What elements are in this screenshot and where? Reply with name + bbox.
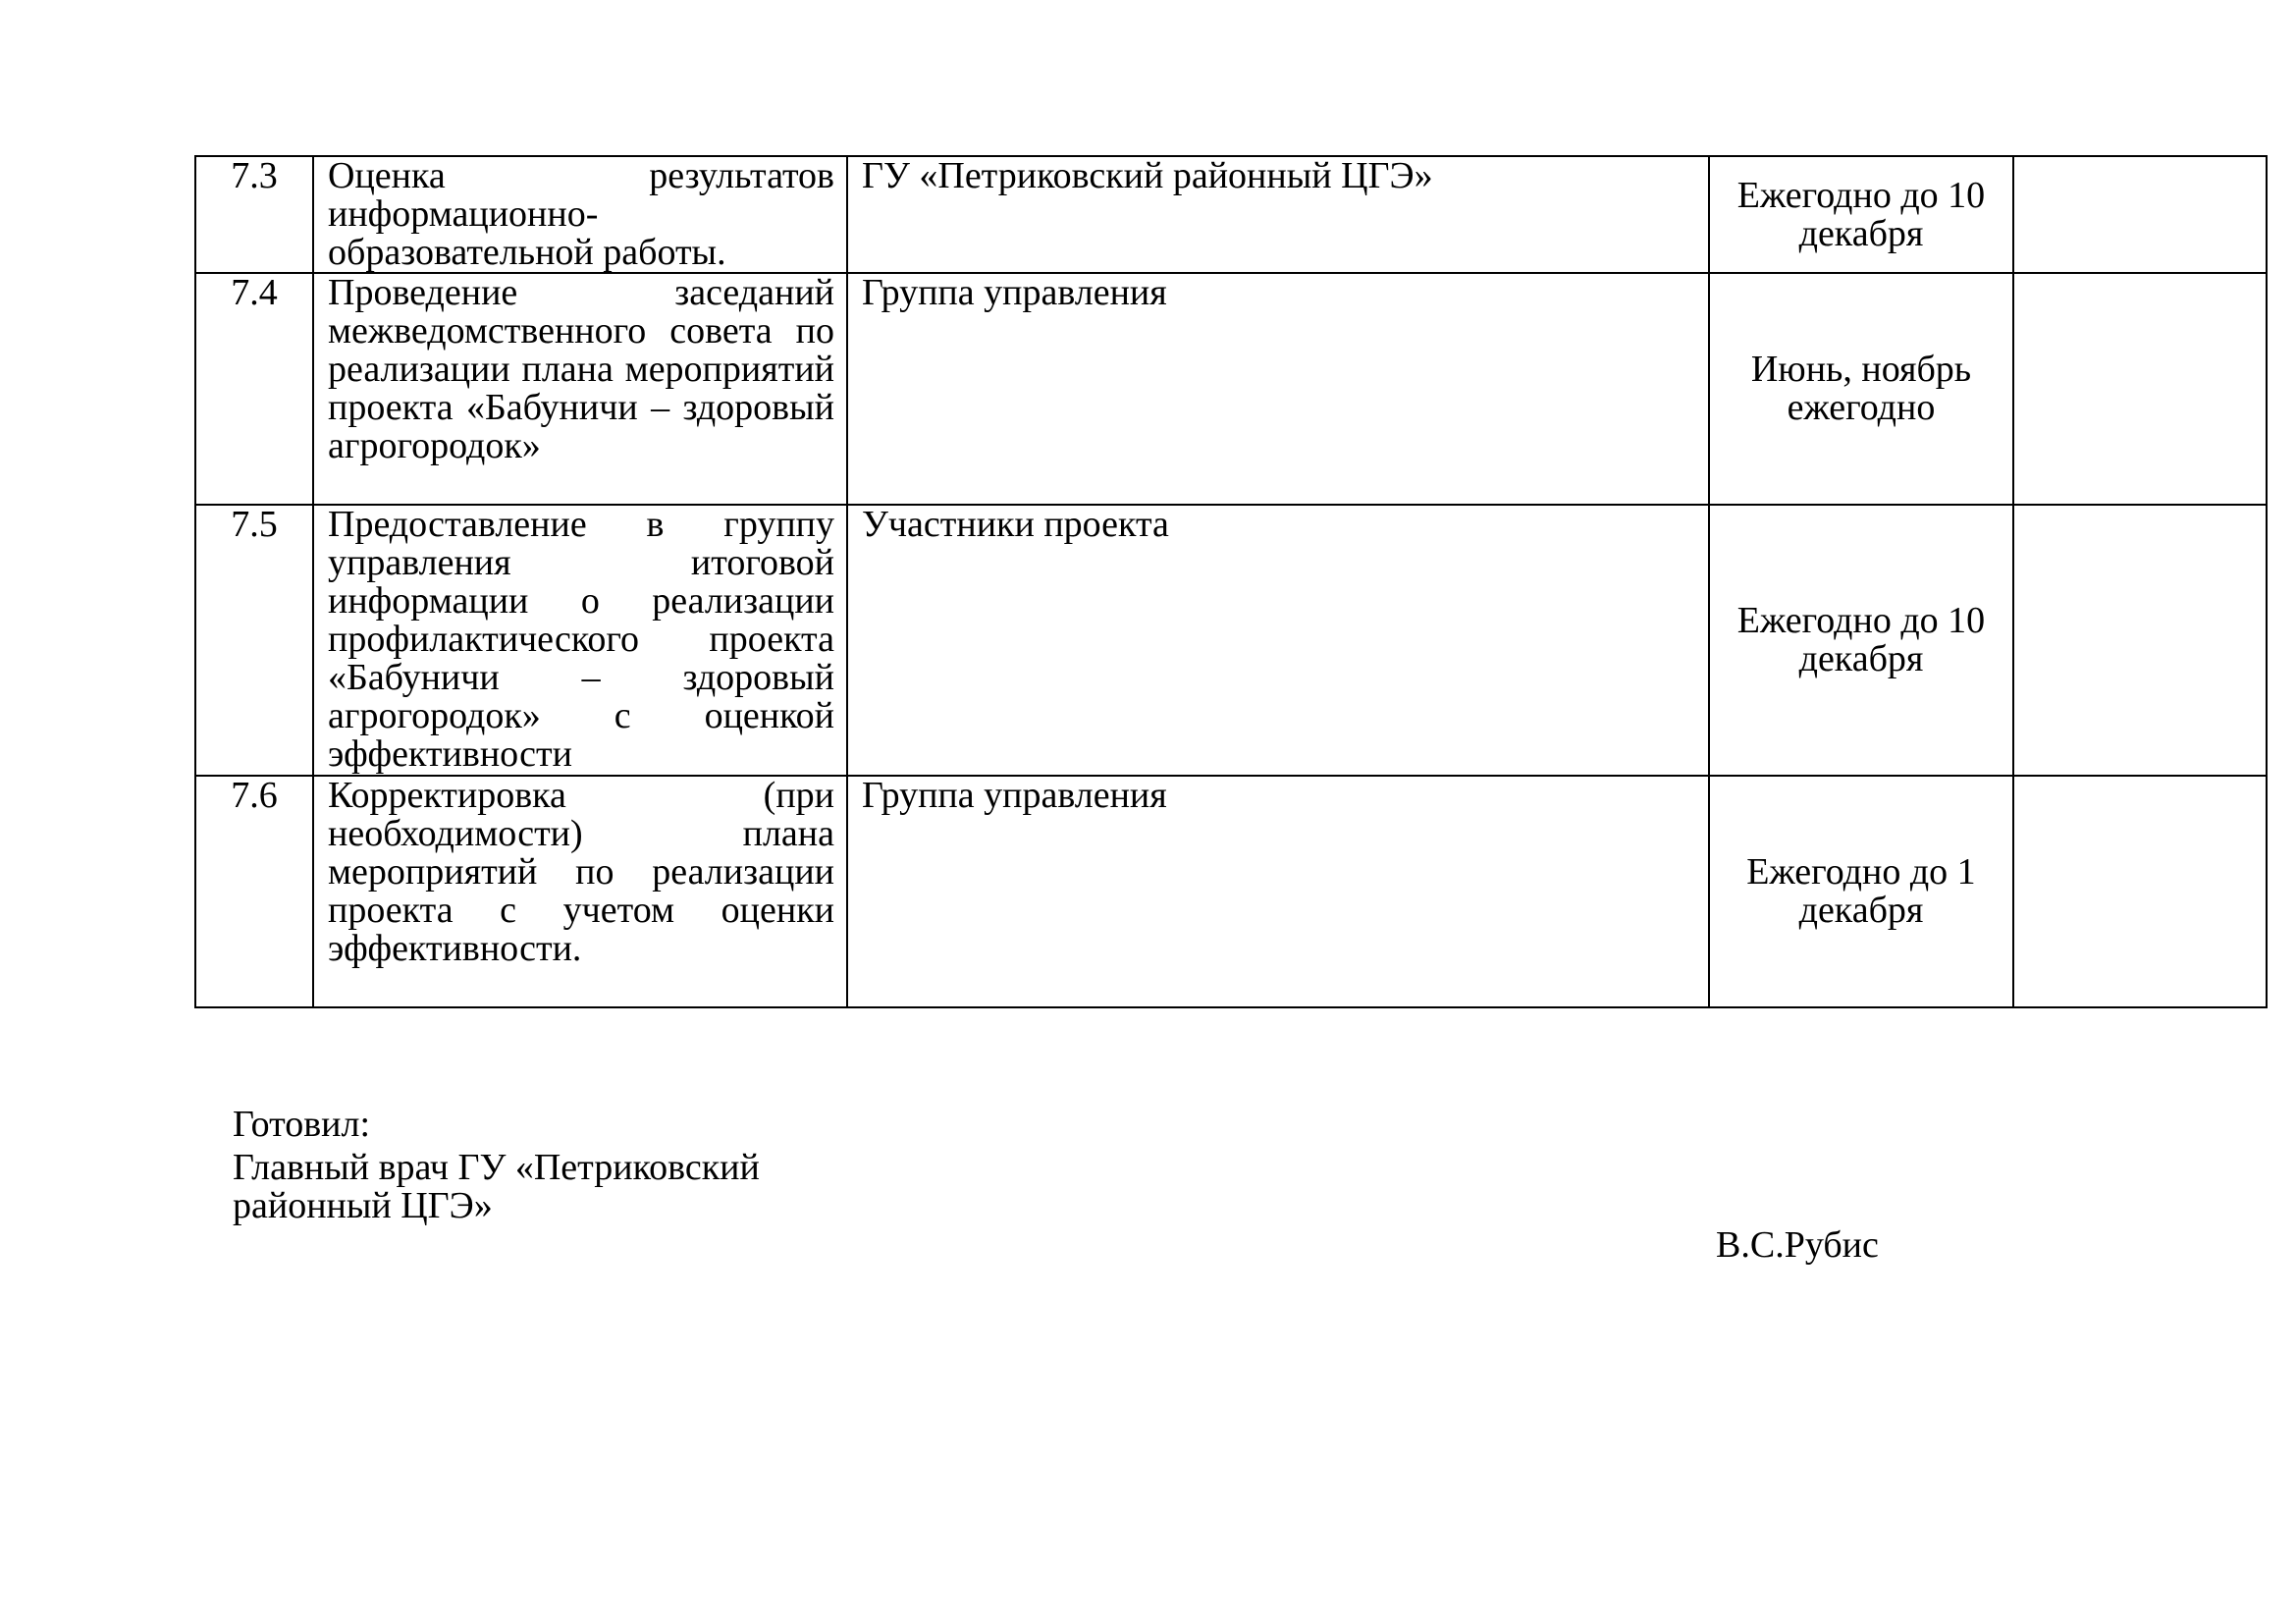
responsible-cell: Участники проекта — [847, 505, 1709, 776]
responsible-cell: Группа управления — [847, 273, 1709, 505]
row-number: 7.6 — [195, 776, 313, 1007]
responsible-cell: Группа управления — [847, 776, 1709, 1007]
note-cell — [2013, 505, 2267, 776]
note-cell — [2013, 776, 2267, 1007]
term-cell — [1709, 156, 2013, 273]
note-cell — [2013, 273, 2267, 505]
responsible-cell: ГУ «Петриковский районный ЦГЭ» — [847, 156, 1709, 273]
term-cell — [1709, 505, 2013, 776]
task-cell — [313, 273, 847, 505]
task-cell — [313, 156, 847, 273]
task-text: Оценка результатов информационно-образовательной работы. — [328, 155, 834, 273]
term-text: Ежегодно до 1 декабря — [1746, 851, 1976, 931]
prepared-by-label: Готовил: — [233, 1104, 371, 1145]
term-cell — [1709, 273, 2013, 505]
task-text: Предоставление в группу управления итоговой информации о реализации профилактического проекта «Бабуничи – здоровый агрогородок» с оценкой эффективности — [328, 504, 834, 775]
term-text: Ежегодно до 10 декабря — [1736, 174, 1986, 254]
signer-name: В.С.Рубис — [1716, 1224, 1879, 1266]
task-cell — [313, 776, 847, 1007]
row-number: 7.3 — [195, 156, 313, 273]
term-text: Июнь, ноябрь ежегодно — [1750, 349, 1972, 428]
table-row — [195, 156, 2267, 273]
plan-table — [194, 155, 2268, 1008]
row-number: 7.5 — [195, 505, 313, 776]
term-cell — [1709, 776, 2013, 1007]
signer-position — [233, 1149, 760, 1225]
table-row — [195, 505, 2267, 776]
term-text: Ежегодно до 10 декабря — [1736, 600, 1986, 679]
row-number: 7.4 — [195, 273, 313, 505]
table-row — [195, 776, 2267, 1007]
note-cell — [2013, 156, 2267, 273]
task-text: Проведение заседаний межведомственного совета по реализации плана мероприятий проекта «Бабуничи – здоровый агрогородок» — [328, 272, 834, 466]
signer-position-line: Главный врач ГУ «Петриковский — [233, 1147, 760, 1188]
task-text: Корректировка (при необходимости) плана мероприятий по реализации проекта с учетом оценки эффективности. — [328, 775, 834, 969]
table-row — [195, 273, 2267, 505]
signer-position-line: районный ЦГЭ» — [233, 1185, 493, 1226]
task-cell — [313, 505, 847, 776]
